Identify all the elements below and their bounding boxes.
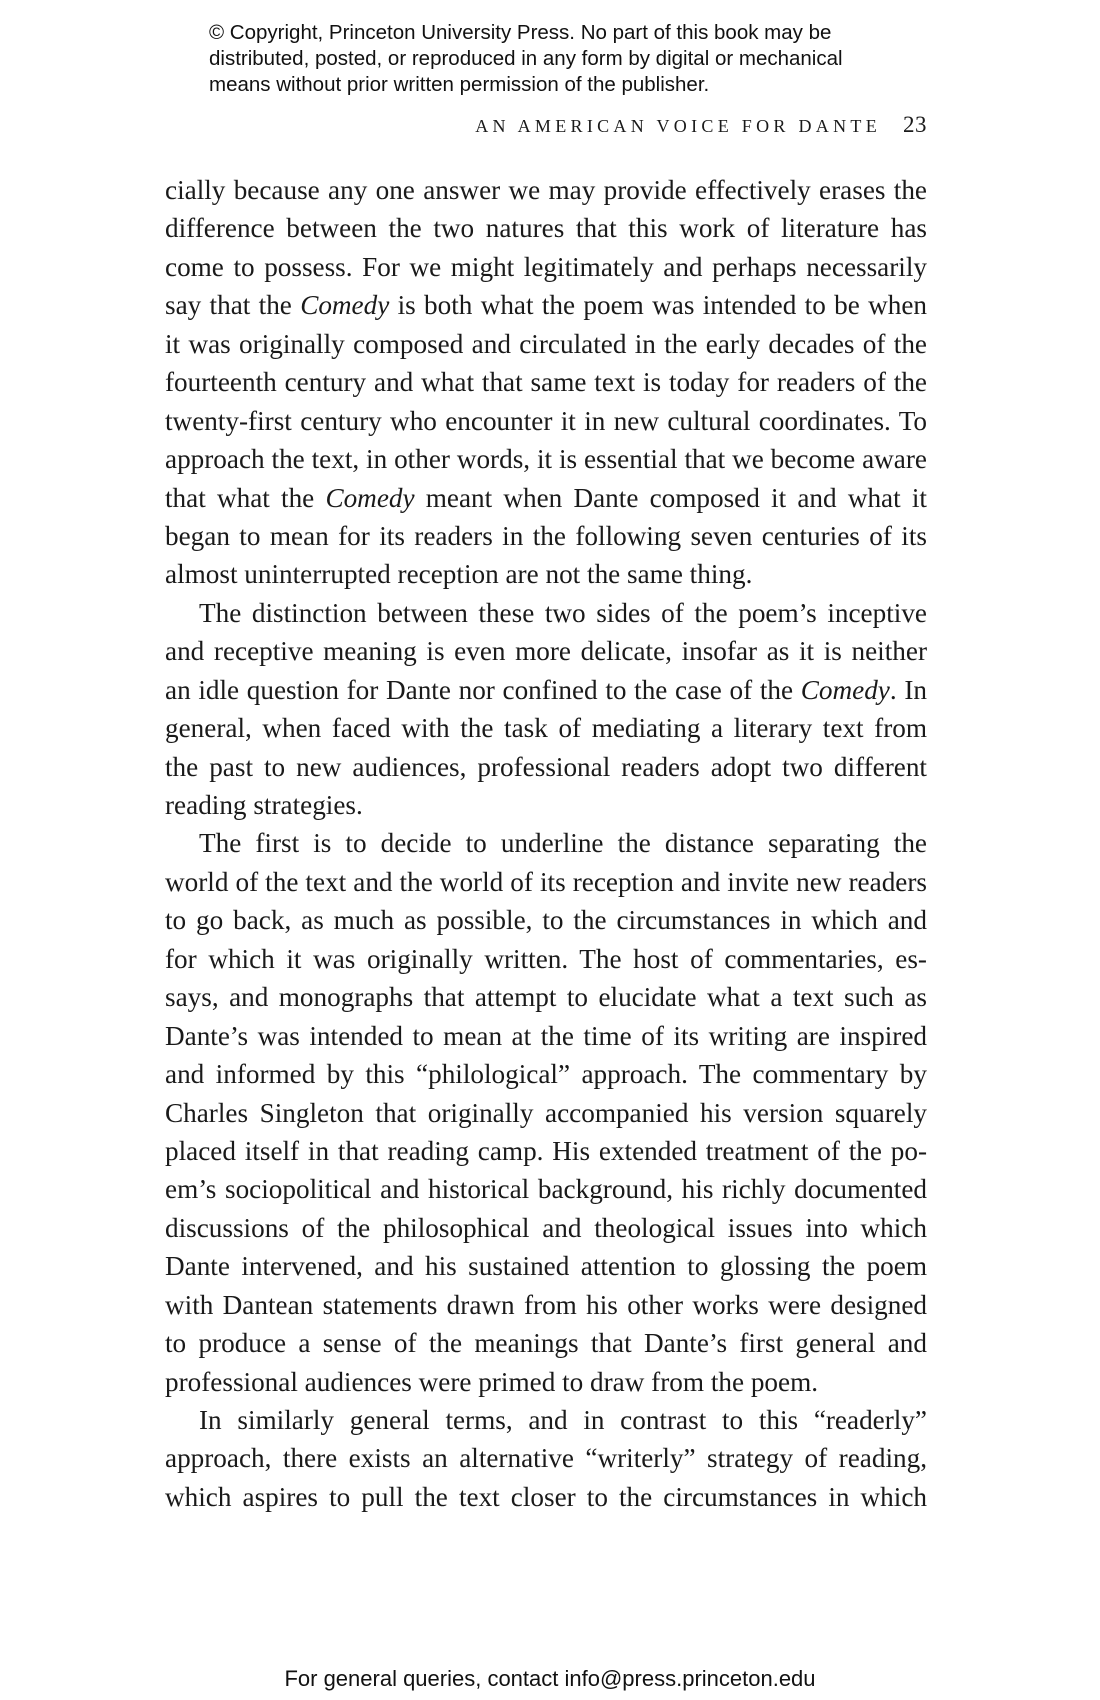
text-line: fourteenth century and what that same text is today for readers of the bbox=[165, 367, 927, 398]
text-line: to produce a sense of the meanings that Dante’s first general and bbox=[165, 1328, 927, 1359]
text-line: approach the text, in other words, it is essential that we become aware bbox=[165, 444, 927, 475]
text-line: come to possess. For we might legitimately and perhaps necessarily bbox=[165, 251, 927, 282]
text-line: em’s sociopolitical and historical background, his richly documented bbox=[165, 1174, 927, 1205]
copyright-line: distributed, posted, or reproduced in any form by digital or mechanical bbox=[209, 47, 843, 70]
text-line: discussions of the philosophical and theological issues into which bbox=[165, 1212, 927, 1243]
text-line: Dante’s was intended to mean at the time of its writing are inspired bbox=[165, 1020, 927, 1051]
text-line: it was originally composed and circulated in the early decades of the bbox=[165, 328, 927, 359]
text-line: The distinction between these two sides of the poem’s inceptive bbox=[199, 597, 927, 628]
text-line: that what the Comedy meant when Dante composed it and what it bbox=[165, 482, 927, 513]
text-line: and informed by this “philological” approach. The commentary by bbox=[165, 1059, 927, 1090]
text-line: says, and monographs that attempt to elucidate what a text such as bbox=[165, 982, 927, 1013]
text-line: which aspires to pull the text closer to the circumstances in which bbox=[165, 1481, 927, 1512]
body-text bbox=[165, 171, 927, 1516]
text-line: cially because any one answer we may provide effectively erases the bbox=[165, 175, 927, 205]
text-line: twenty-first century who encounter it in new cultural coordinates. To bbox=[165, 405, 927, 436]
text-line: approach, there exists an alternative “writerly” strategy of reading, bbox=[165, 1443, 927, 1474]
text-line: with Dantean statements drawn from his other works were designed bbox=[165, 1289, 927, 1320]
text-line: world of the text and the world of its reception and invite new readers bbox=[165, 866, 927, 897]
copyright-line: means without prior written permission of the publisher. bbox=[209, 73, 710, 96]
text-line: almost uninterrupted reception are not the same thing. bbox=[165, 559, 753, 590]
text-line: In similarly general terms, and in contrast to this “readerly” bbox=[199, 1405, 927, 1435]
text-line: reading strategies. bbox=[165, 790, 363, 820]
page-number: 23 bbox=[903, 112, 927, 137]
running-head-title: AN AMERICAN VOICE FOR DANTE bbox=[475, 116, 881, 136]
text-line: general, when faced with the task of mediating a literary text from bbox=[165, 713, 927, 744]
text-line: and receptive meaning is even more delicate, insofar as it is neither bbox=[165, 636, 927, 667]
text-line: placed itself in that reading camp. His extended treatment of the po- bbox=[165, 1135, 927, 1166]
running-head bbox=[165, 112, 927, 138]
text-line: professional audiences were primed to draw from the poem. bbox=[165, 1366, 819, 1397]
footer-contact: For general queries, contact info@press.princeton.edu bbox=[284, 1666, 816, 1691]
text-line: an idle question for Dante nor confined to the case of the Comedy. In bbox=[165, 674, 927, 705]
copyright-line: © Copyright, Princeton University Press. No part of this book may be bbox=[209, 21, 832, 44]
text-line: the past to new audiences, professional readers adopt two different bbox=[165, 751, 927, 782]
text-line: for which it was originally written. The host of commentaries, es- bbox=[165, 943, 927, 974]
text-line: to go back, as much as possible, to the circumstances in which and bbox=[165, 905, 927, 936]
text-line: began to mean for its readers in the following seven centuries of its bbox=[165, 520, 927, 551]
text-line: The first is to decide to underline the distance separating the bbox=[199, 828, 927, 859]
text-line: say that the Comedy is both what the poem was intended to be when bbox=[165, 290, 927, 321]
copyright-notice bbox=[209, 20, 909, 98]
text-line: Charles Singleton that originally accompanied his version squarely bbox=[165, 1097, 927, 1128]
text-line: difference between the two natures that this work of literature has bbox=[165, 213, 927, 244]
text-line: Dante intervened, and his sustained attention to glossing the poem bbox=[165, 1251, 927, 1282]
